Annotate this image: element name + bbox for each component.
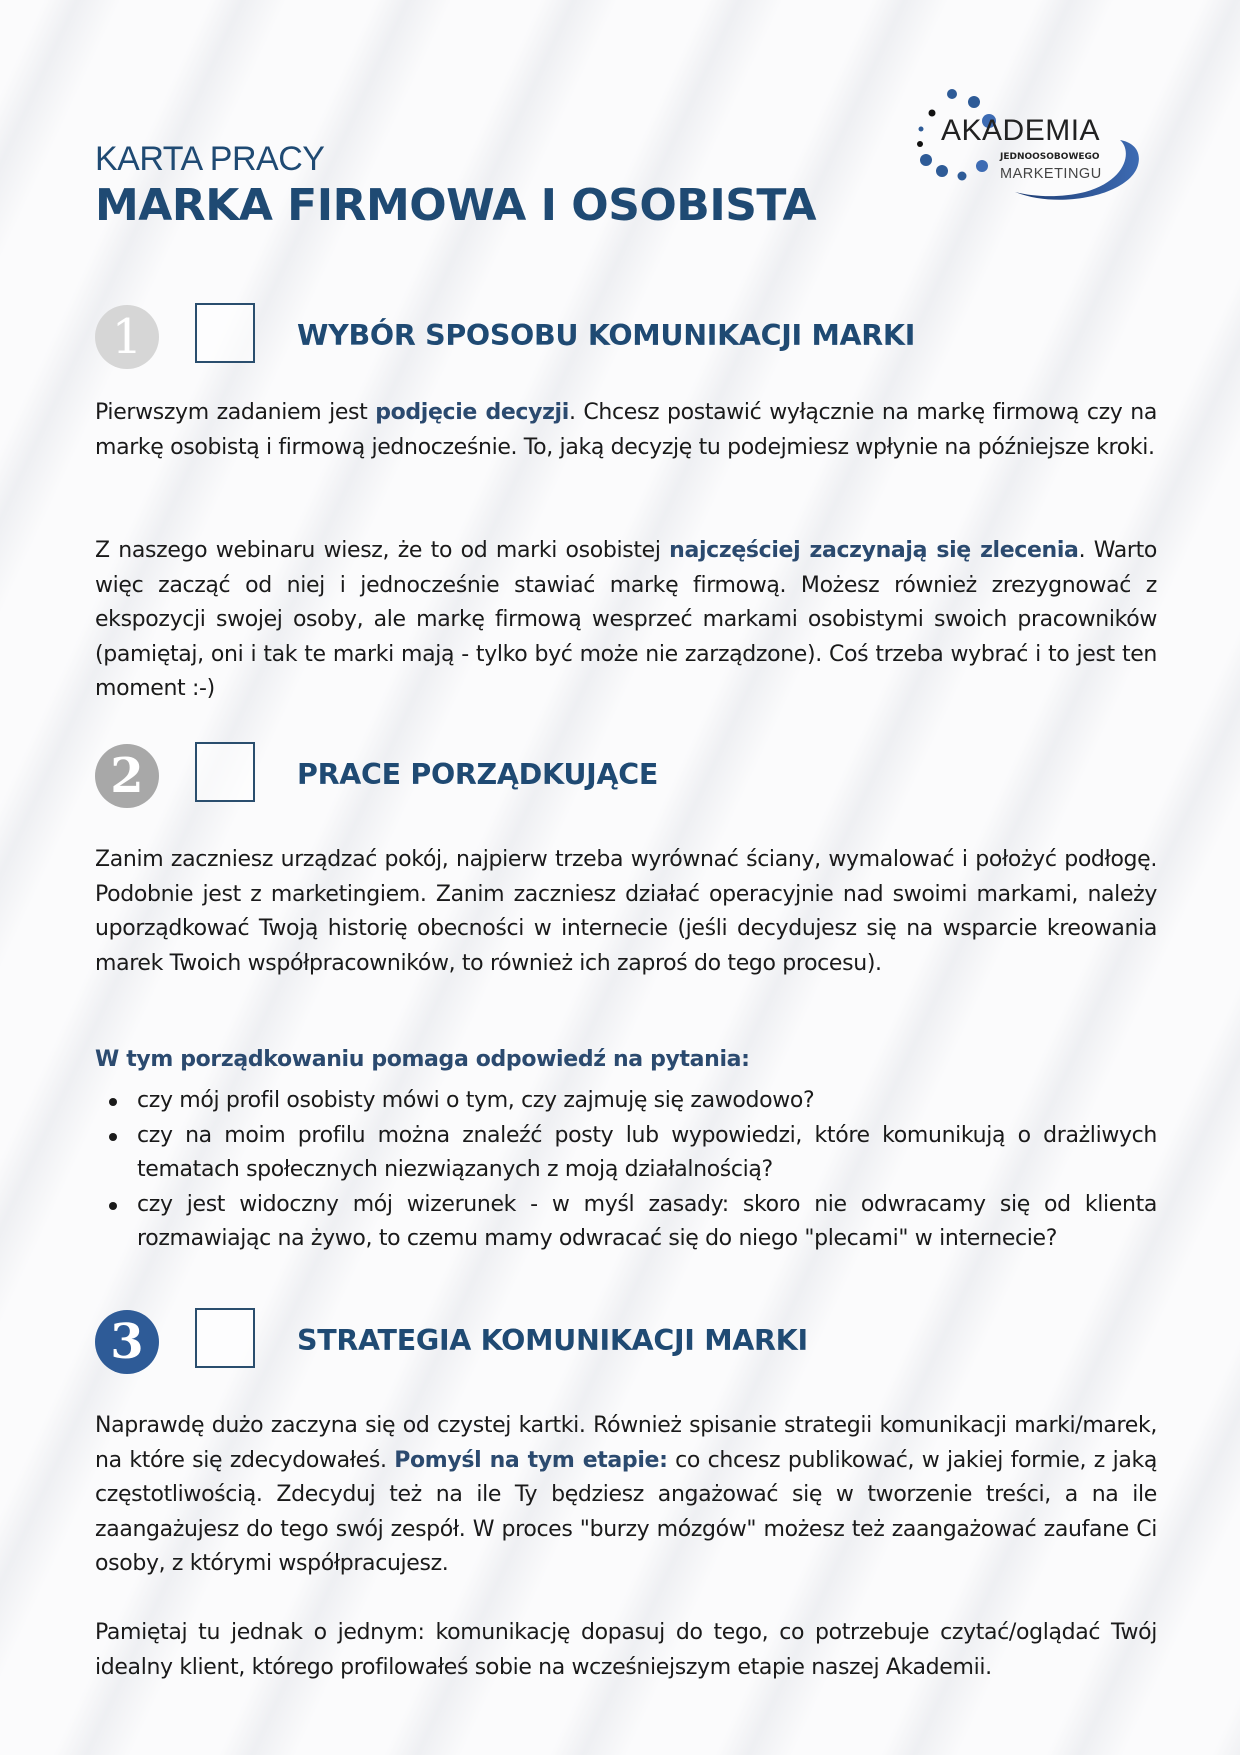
akademia-logo <box>900 80 1160 210</box>
section-3-header <box>95 1310 1155 1374</box>
bullet-icon <box>109 1098 117 1106</box>
section-1-paragraph-2 <box>95 534 1157 707</box>
page-title: MARKA FIRMOWA I OSOBISTA <box>95 180 817 231</box>
step-number-badge: 2 <box>95 744 159 808</box>
questions-list <box>95 1084 1157 1257</box>
section-2-paragraph: Zanim zaczniesz urządzać pokój, najpierw trzeba wyrównać ściany, wymalować i położyć podłogę. Podobnie jest z marketingiem. Zanim zaczniesz działać operacyjnie nad swoimi markami, należy uporządkować Twoją historię obecności w internecie (jeśli decydujesz się na wsparcie kreowania marek Twoich współpracowników, to również ich zaproś do tego procesu). <box>95 847 1157 976</box>
bullet-icon <box>109 1202 117 1210</box>
logo-subtitle-2: MARKETINGU <box>1000 166 1102 182</box>
bullet-icon <box>109 1133 117 1141</box>
text-run: . Warto więc zacząć od niej i jednocześnie stawiać markę firmową. Możesz również zrezygnować z ekspozycji swojej osoby, ale markę firmową wesprzeć markami osobistymi swoich pracowników (pamiętaj, oni i tak te marki mają - tylko być może nie zarządzone). Coś trzeba wybrać i to jest ten moment :-) <box>95 538 1157 701</box>
worksheet-kicker: KARTA PRACY <box>95 140 325 178</box>
section-2-header <box>95 744 1155 808</box>
questions-heading: W tym porządkowaniu pomaga odpowiedź na pytania: <box>95 1047 750 1072</box>
text-run: Z naszego webinaru wiesz, że to od marki osobistej <box>95 538 670 563</box>
highlight-text: podjęcie decyzji <box>375 400 569 425</box>
section-3-paragraph-1 <box>95 1409 1157 1582</box>
section-1-paragraph-1 <box>95 396 1157 465</box>
logo-subtitle-1: JEDNOOSOBOWEGO <box>1000 152 1100 162</box>
text-run: . Chcesz postawić wyłącznie na markę firmową czy na markę osobistą i firmową jednocześnie. To, jaką decyzję tu podejmiesz wpłynie na późniejsze kroki. <box>95 400 1157 460</box>
section-2-checkbox[interactable] <box>195 742 255 802</box>
list-item <box>95 1084 1157 1119</box>
step-number-badge: 3 <box>95 1310 159 1374</box>
list-item-text: czy na moim profilu można znaleźć posty lub wypowiedzi, które komunikują o drażliwych tematach społecznych niezwiązanych z moją działalnością? <box>137 1122 1157 1182</box>
section-3-checkbox[interactable] <box>195 1308 255 1368</box>
text-run: Pierwszym zadaniem jest <box>95 400 376 425</box>
highlight-text: Pomyśl na tym etapie: <box>394 1447 668 1473</box>
section-3-title: STRATEGIA KOMUNIKACJI MARKI <box>297 1324 808 1357</box>
logo-wordmark: AKADEMIA <box>941 114 1101 147</box>
highlight-text: najczęściej zaczynają się zlecenia <box>669 538 1079 563</box>
section-1-header <box>95 305 1155 369</box>
list-item <box>95 1119 1157 1188</box>
section-1-title: WYBÓR SPOSOBU KOMUNIKACJI MARKI <box>297 319 916 352</box>
list-item-text: czy mój profil osobisty mówi o tym, czy zajmuję się zawodowo? <box>137 1088 815 1113</box>
section-2-title: PRACE PORZĄDKUJĄCE <box>297 758 659 791</box>
list-item <box>95 1188 1157 1257</box>
section-3-paragraph-2: Pamiętaj tu jednak o jednym: komunikację dopasuj do tego, co potrzebuje czytać/oglądać Twój idealny klient, którego profilowałeś sobie na wcześniejszym etapie naszej Akademii. <box>95 1620 1157 1680</box>
step-number-badge: 1 <box>95 305 159 369</box>
text-run: co chcesz publikować, w jakiej formie, z jaką częstotliwością. Zdecyduj też na ile Ty będziesz angażować się w tworzenie treści, a na ile zaangażujesz do tego swój zespół. W proces "burzy mózgów" możesz też zaangażować zaufane Ci osoby, z którymi współpracujesz. <box>95 1447 1157 1576</box>
section-1-checkbox[interactable] <box>195 303 255 363</box>
list-item-text: czy jest widoczny mój wizerunek - w myśl zasady: skoro nie odwracamy się od klienta rozmawiając na żywo, to czemu mamy odwracać się do niego "plecami" w internecie? <box>137 1191 1157 1251</box>
text-run: Naprawdę dużo zaczyna się od czystej kartki. Również spisanie strategii komunikacji marki/marek, na które się zdecydowałeś. <box>95 1413 1157 1473</box>
